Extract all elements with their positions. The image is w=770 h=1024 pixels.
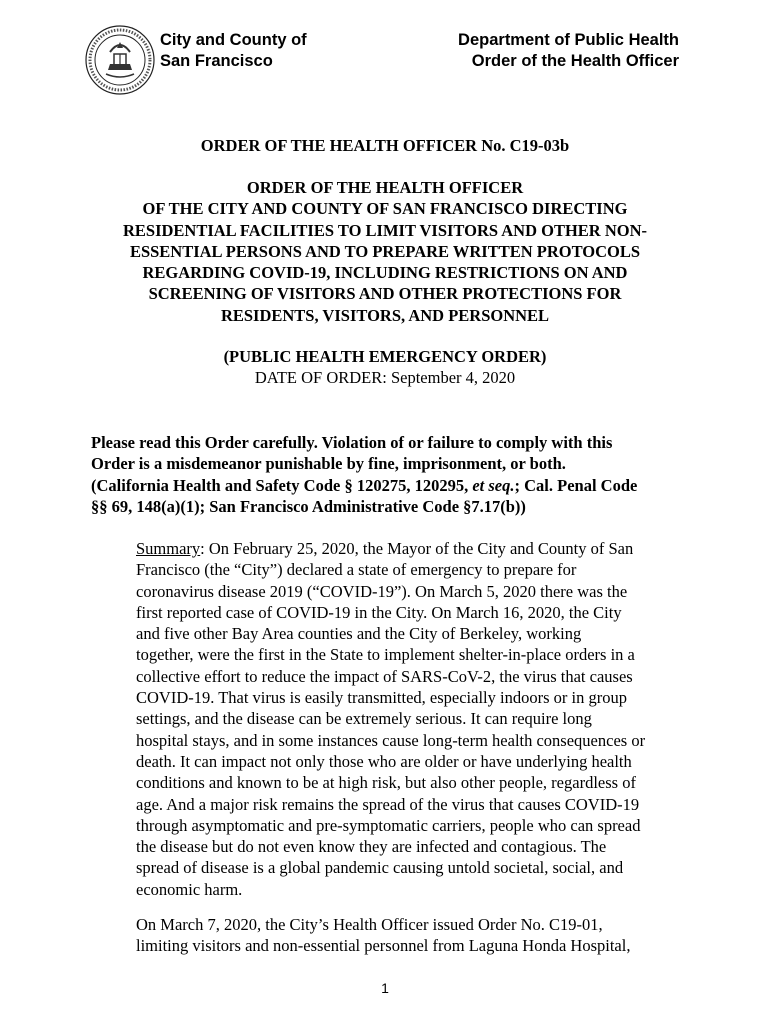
warning-line: §§ 69, 148(a)(1); San Francisco Administrative Code §7.17(b)) [91,496,526,516]
order-title-line: ORDER OF THE HEALTH OFFICER [246,178,524,197]
header-department [458,30,679,72]
paragraph-line: limiting visitors and non-essential personnel from Laguna Honda Hospital, [136,936,631,956]
order-type: (PUBLIC HEALTH EMERGENCY ORDER) [223,347,547,366]
warning-emphasis: et seq. [472,475,515,495]
summary-line: COVID-19. That virus is easily transmitted, especially indoors or in group [136,688,627,708]
page-number: 1 [381,980,389,996]
summary-line: settings, and the disease can be extremely serious. It can require long [136,709,592,729]
order-title-line: REGARDING COVID-19, INCLUDING RESTRICTIONS ON AND [142,263,628,283]
paragraph-march-7 [136,914,676,957]
header-right-line: Department of Public Health [458,31,679,49]
summary-line: age. And a major risk remains the spread of the virus that causes COVID-19 [136,794,640,814]
order-title [0,177,770,326]
date-of-order: DATE OF ORDER: September 4, 2020 [254,368,516,387]
warning-line: Order is a misdemeanor punishable by fine, imprisonment, or both. [91,454,566,474]
summary-line: hospital stays, and in some instances cause long-term health consequences or [136,730,646,750]
order-title-line: OF THE CITY AND COUNTY OF SAN FRANCISCO DIRECTING [142,199,628,219]
summary-line: death. It can impact not only those who are older or have underlying health [136,751,632,771]
order-number: ORDER OF THE HEALTH OFFICER No. C19-03b [200,136,570,155]
summary-line [136,538,676,559]
warning-text: ; Cal. Penal Code [514,475,638,495]
legal-warning [91,432,691,517]
warning-line: Please read this Order carefully. Violation of or failure to comply with this [91,433,613,452]
summary-line: coronavirus disease 2019 (“COVID-19”). On March 5, 2020 there was the [136,581,628,601]
summary-line: collective effort to reduce the impact of SARS-CoV-2, the virus that causes [136,666,633,686]
summary-line: through asymptomatic and pre-symptomatic carriers, people who can spread [136,815,641,835]
summary-line: conditions and known to be at high risk, but also other people, regardless of [136,773,636,793]
order-title-line: RESIDENTIAL FACILITIES TO LIMIT VISITORS AND OTHER NON- [122,220,648,240]
summary-paragraph [136,538,676,900]
order-title-line: RESIDENTS, VISITORS, AND PERSONNEL [220,305,550,325]
paragraph-line: On March 7, 2020, the City’s Health Officer issued Order No. C19-01, [136,915,603,934]
summary-line: and five other Bay Area counties and the City of Berkeley, working [136,624,582,644]
order-title-line: SCREENING OF VISITORS AND OTHER PROTECTIONS FOR [148,284,622,304]
header-left-line: City and County of [160,31,307,49]
header-right-line: Order of the Health Officer [471,52,679,70]
summary-line: Francisco (the “City”) declared a state of emergency to prepare for [136,560,577,580]
order-title-line: ESSENTIAL PERSONS AND TO PREPARE WRITTEN PROTOCOLS [129,241,641,261]
header-city-name [160,30,307,72]
summary-text: : On February 25, 2020, the Mayor of the City and County of San [200,539,634,558]
summary-line: the disease but do not even know they are infected and contagious. The [136,837,607,857]
summary-line: first reported case of COVID-19 in the City. On March 16, 2020, the City [136,602,622,622]
city-seal-icon [84,24,156,96]
warning-text: (California Health and Safety Code § 120275, 120295, [91,475,473,495]
summary-line: economic harm. [136,879,243,899]
header-left-line: San Francisco [160,52,273,70]
warning-line [91,475,691,496]
summary-label: Summary [136,539,201,558]
summary-line: together, were the first in the State to implement shelter-in-place orders in a [136,645,635,665]
summary-line: spread of disease is a global pandemic causing untold societal, social, and [136,858,624,878]
